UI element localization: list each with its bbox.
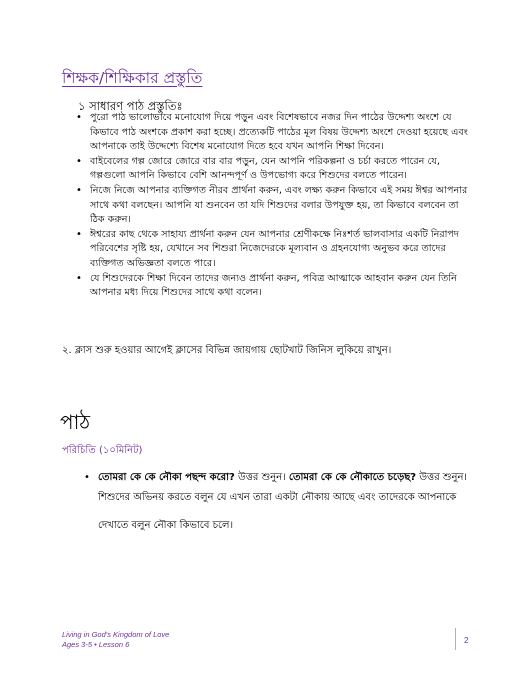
introduction-label: পরিচিতি (১০মিনিট) [62, 445, 143, 456]
bullet-dot-icon: • [76, 184, 82, 196]
bullet-item: • যে শিশুদেরকে শিক্ষা দিবেন তাদের জন্যও প্রার্থনা করুন, পবিত্র আত্মাকে আহবান করুন যেন তিনি আপনার মধ্য দিয়ে শিশুদের সাথে কথা বলেন। [76, 272, 457, 299]
answer-prompt-one: উত্তর শুনুন। [234, 472, 289, 483]
bullet-item: • নিজে নিজে আপনার ব্যক্তিগত নীরব প্রার্থনা করুন, এবং লক্ষ্য করুন কিভাবে এই সময় ঈশ্বর আপনার সাথে কথা বলছেন। আপনি যা শুনবেন তা যদি শিশুদের বলার উপযুক্ত হয়, তা কিভাবে বলবেন তা ঠিক করুন। [76, 184, 468, 226]
bullet-dot-icon: • [76, 228, 82, 240]
step-two-instruction: ২. ক্লাস শুরু হওয়ার আগেই ক্লাসের বিভিন্ন জায়গায় ছোটখাট জিনিস লুকিয়ে রাখুন। [62, 345, 392, 356]
section-title: শিক্ষক/শিক্ষিকার প্রস্তুতি [62, 69, 203, 87]
lesson-title: পাঠ [60, 410, 91, 434]
answer-prompt-two: উত্তর শুনুন। [416, 472, 467, 483]
footer-lesson-info: Ages 3-5 • Lesson 6 [62, 640, 130, 649]
footer [62, 630, 169, 650]
footer-divider [455, 628, 456, 650]
bullet-dot-icon: • [76, 112, 82, 123]
preparation-bullet-list [72, 111, 472, 301]
general-preparation-subhead: ১ সাধারণ পাঠ প্রস্তুতিঃ [78, 99, 183, 113]
page-number: 2 [464, 636, 469, 645]
instruction-line-continued: দেখাতে বলুন নৌকা কিভাবে চলে। [98, 520, 234, 531]
bullet-dot-icon: • [84, 472, 90, 483]
instruction-line: শিশুদের অভিনয় করতে বলুন যে এখন তারা একটা নৌকায় আছে এবং তাদেরকে আপনাকে [98, 492, 457, 503]
question-two: তোমরা কে কে নৌকাতে চড়েছ? [288, 472, 417, 483]
bullet-item: • পুরো পাঠ ভালোভাবে মনোযোগ দিয়ে পড়ুন এবং বিশেষভাবে নজর দিন পাঠের উদ্দেশ্য অংশে যে কিভাবে পাঠ অংশকে প্রকাশ করা হচ্ছে। প্রত্যেকটি পাঠের মূল বিষয় উদ্দেশ্য অংশে দেওয়া হয়েছে এবং আপনাকে তাই উদ্দেশ্যে বিশেষ মনোযোগ দিতে হবে যখন আপনি শিক্ষা দিবেন। [76, 112, 468, 153]
footer-series-title: Living in God's Kingdom of Love [62, 630, 170, 639]
bullet-dot-icon: • [76, 155, 82, 167]
bullet-item: • বাইবেলের গল্প জোরে জোরে বার বার পড়ুন, যেন আপনি পরিকল্পনা ও চর্চা করতে পারেন যে, গল্পগুলো আপনি কিভাবে বেশি আনন্দপূর্ণ ও উপভোগ্য করে শিশুদের বলতে পারেন। [76, 155, 440, 182]
bullet-dot-icon: • [76, 272, 82, 284]
question-line [84, 470, 467, 487]
bullet-item: • ঈশ্বরের কাছ থেকে সাহায্য প্রার্থনা করুন যেন আপনার শ্রেণীকক্ষে নিঃশর্ত ভালবাসার একটি নিরাপদ পরিবেশের সৃষ্টি হয়, যেখানে সব শিশুরা নিজেদেরকে মূল্যবান ও গ্রহনযোগ্য অনুভব করে তাদের ব্যক্তিগত অভিজ্ঞতা বলতে পারে। [76, 228, 459, 269]
question-one: তোমরা কে কে নৌকা পছন্দ করো? [98, 472, 235, 483]
